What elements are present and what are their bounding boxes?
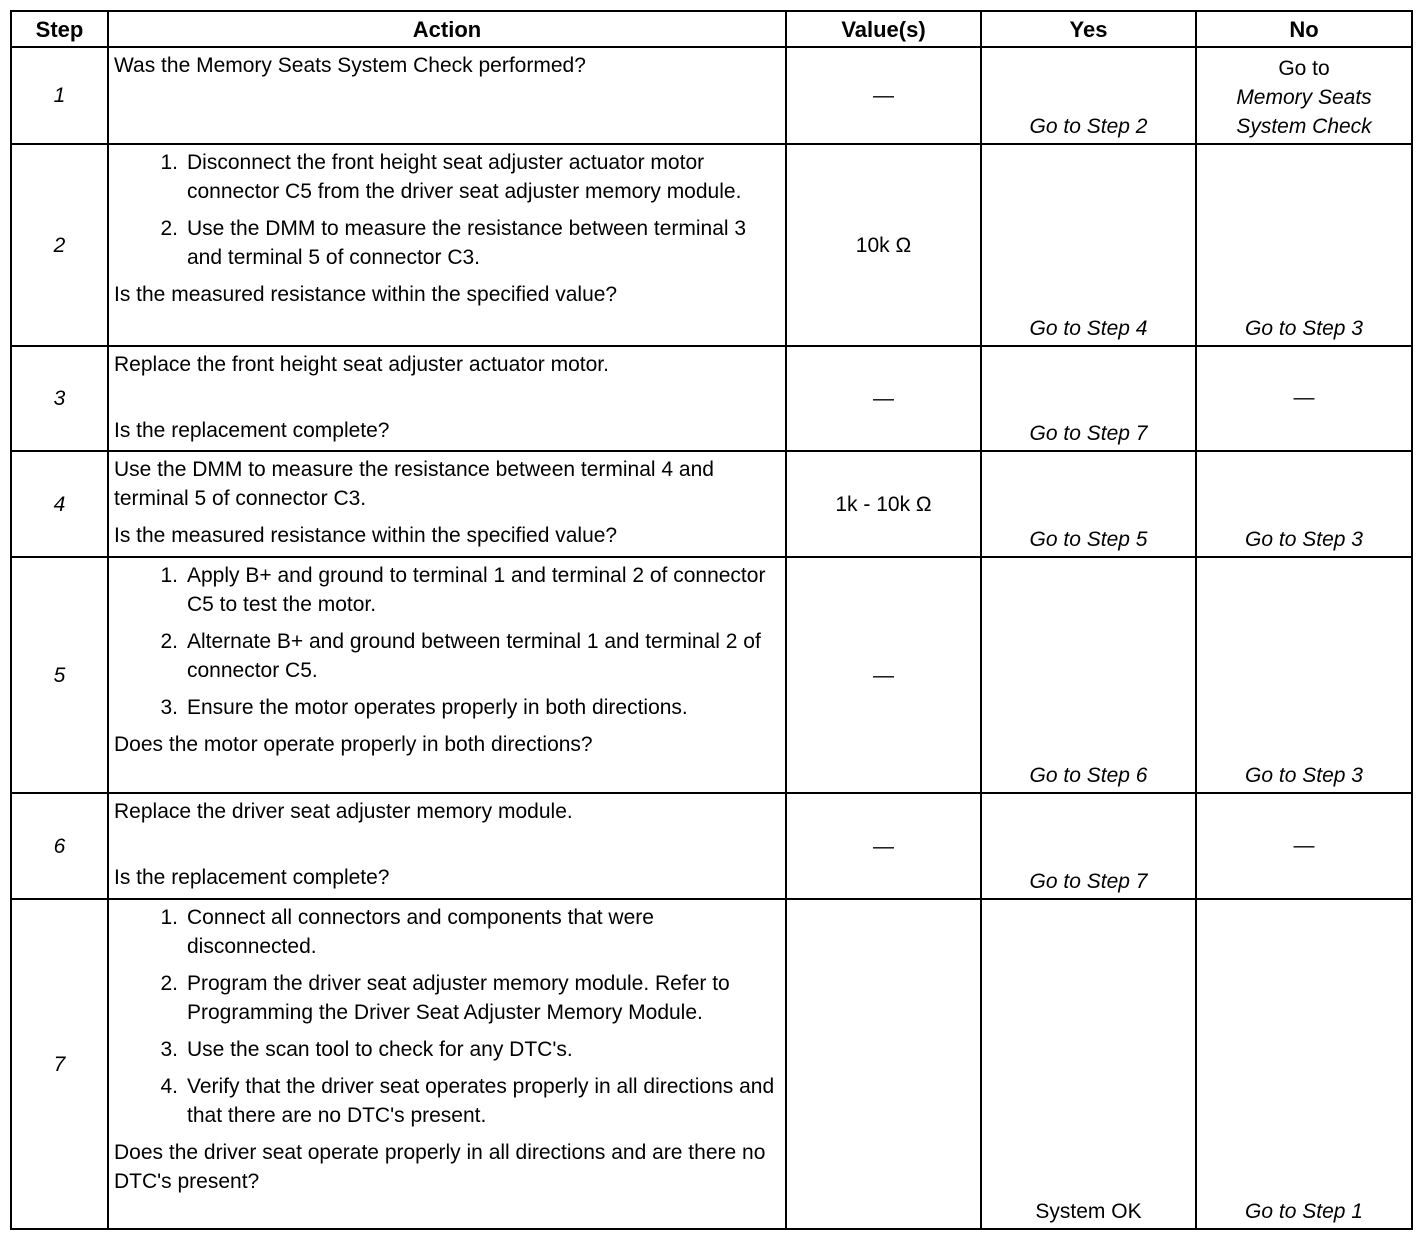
- value-cell: —: [786, 47, 981, 144]
- header-no: No: [1196, 11, 1412, 47]
- header-yes: Yes: [981, 11, 1196, 47]
- header-action: Action: [108, 11, 786, 47]
- action-cell: [108, 451, 786, 557]
- action-instruction: Use the DMM to measure the resistance between terminal 4 and terminal 5 of connector C3.: [114, 458, 714, 510]
- value-cell: —: [786, 793, 981, 899]
- yes-cell: Go to Step 7: [981, 793, 1196, 899]
- no-cell: —: [1196, 346, 1412, 451]
- yes-cell: Go to Step 4: [981, 144, 1196, 346]
- action-list: [114, 148, 777, 272]
- table-row-step-6: [11, 793, 1412, 899]
- action-instruction: Replace the front height seat adjuster actuator motor.: [114, 353, 609, 376]
- no-cell: —: [1196, 793, 1412, 899]
- list-item: 2. Program the driver seat adjuster memory module. Refer to Programming the Driver Seat Adjuster Memory Module.: [160, 972, 730, 1024]
- header-step: Step: [11, 11, 108, 47]
- action-cell: [108, 47, 786, 144]
- table-row-step-1: [11, 47, 1412, 144]
- step-number: 6: [11, 793, 108, 899]
- action-question: Is the measured resistance within the specified value?: [114, 283, 618, 306]
- action-instruction: Replace the driver seat adjuster memory module.: [114, 800, 573, 823]
- action-question: Does the motor operate properly in both directions?: [114, 733, 593, 756]
- step-number: 3: [11, 346, 108, 451]
- table-row-step-3: [11, 346, 1412, 451]
- table-row-step-4: [11, 451, 1412, 557]
- list-item: 1. Disconnect the front height seat adjuster actuator motor connector C5 from the driver seat adjuster memory module.: [160, 151, 742, 203]
- action-list: [114, 561, 777, 722]
- action-cell: [108, 144, 786, 346]
- yes-cell: Go to Step 2: [981, 47, 1196, 144]
- header-row: [11, 11, 1412, 47]
- no-cell: [1196, 47, 1412, 144]
- value-cell: 1k - 10k Ω: [786, 451, 981, 557]
- no-line: System Check: [1236, 115, 1372, 138]
- table-row-step-5: [11, 557, 1412, 793]
- step-number: 4: [11, 451, 108, 557]
- no-cell: Go to Step 3: [1196, 144, 1412, 346]
- yes-cell: System OK: [981, 899, 1196, 1229]
- no-cell: Go to Step 1: [1196, 899, 1412, 1229]
- action-question: Is the replacement complete?: [114, 866, 390, 889]
- yes-cell: Go to Step 6: [981, 557, 1196, 793]
- step-number: 7: [11, 899, 108, 1229]
- list-item: 4. Verify that the driver seat operates properly in all directions and that there are no DTC's present.: [160, 1075, 775, 1127]
- value-cell: [786, 899, 981, 1229]
- header-values: Value(s): [786, 11, 981, 47]
- value-cell: 10k Ω: [786, 144, 981, 346]
- step-number: 5: [11, 557, 108, 793]
- list-item: 3. Ensure the motor operates properly in both directions.: [160, 696, 688, 719]
- action-question: Does the driver seat operate properly in all directions and are there no DTC's present?: [114, 1141, 766, 1193]
- table-row-step-7: [11, 899, 1412, 1229]
- step-number: 2: [11, 144, 108, 346]
- no-line: Go to: [1278, 57, 1330, 80]
- no-line: Memory Seats: [1236, 86, 1372, 109]
- action-cell: [108, 899, 786, 1229]
- action-question: Is the replacement complete?: [114, 419, 390, 442]
- no-cell: Go to Step 3: [1196, 557, 1412, 793]
- action-cell: [108, 793, 786, 899]
- value-cell: —: [786, 557, 981, 793]
- step-number: 1: [11, 47, 108, 144]
- yes-cell: Go to Step 5: [981, 451, 1196, 557]
- action-cell: [108, 346, 786, 451]
- value-cell: —: [786, 346, 981, 451]
- list-item: 2. Alternate B+ and ground between terminal 1 and terminal 2 of connector C5.: [160, 630, 761, 682]
- action-list: [114, 903, 777, 1130]
- list-item: 1. Connect all connectors and components that were disconnected.: [160, 906, 654, 958]
- list-item: 2. Use the DMM to measure the resistance between terminal 3 and terminal 5 of connector C3.: [160, 217, 747, 269]
- action-question: Is the measured resistance within the specified value?: [114, 524, 618, 547]
- no-cell: Go to Step 3: [1196, 451, 1412, 557]
- action-cell: [108, 557, 786, 793]
- diagnostic-table: [10, 10, 1413, 1230]
- yes-cell: Go to Step 7: [981, 346, 1196, 451]
- list-item: 1. Apply B+ and ground to terminal 1 and terminal 2 of connector C5 to test the motor.: [160, 564, 766, 616]
- action-question: Was the Memory Seats System Check performed?: [114, 54, 586, 77]
- list-item: 3. Use the scan tool to check for any DTC's.: [160, 1038, 573, 1061]
- table-row-step-2: [11, 144, 1412, 346]
